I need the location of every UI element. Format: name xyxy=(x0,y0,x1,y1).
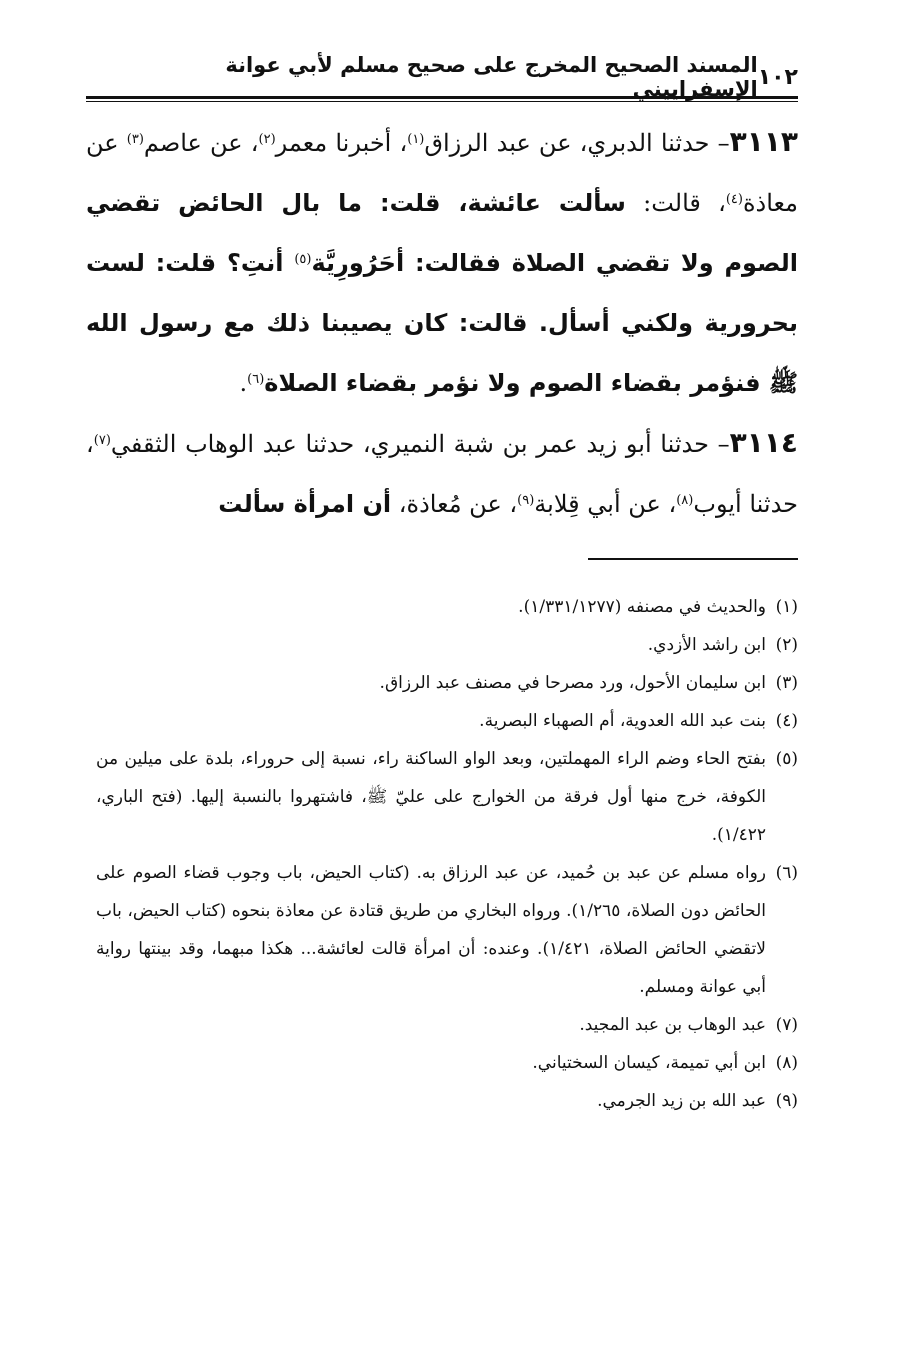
page-number: ١٠٢ xyxy=(757,64,798,90)
footnote xyxy=(96,740,798,854)
hadith-text: ، أخبرنا معمر xyxy=(275,129,408,157)
footnote xyxy=(96,1044,798,1082)
footnote-ref: (٨) xyxy=(676,493,694,508)
footnote-text: والحديث في مصنفه (١/٣٣١/١٢٧٧). xyxy=(518,597,766,617)
footnote-text: بفتح الحاء وضم الراء المهملتين، وبعد الواو الساكنة راء، نسبة إلى حروراء، بلدة على ميلين من الكوفة، خرج منها أول فرقة من الخوارج على عليّ ﷺ، فاشتهروا بالنسبة إليها. (فتح الباري، ١/٤٢٢). xyxy=(96,749,766,845)
footnote-ref: (٢) xyxy=(258,132,276,147)
footnote-number: (٥) xyxy=(775,749,798,769)
hadith-number: ٣١١٣ xyxy=(729,125,799,158)
hadith-text: ، عن مُعاذة، xyxy=(391,490,518,518)
hadith-number: ٣١١٤ xyxy=(729,426,798,459)
hadith-text: ، قالت: xyxy=(625,189,726,217)
footnote-number: (٧) xyxy=(775,1015,798,1035)
hadith-text: ، عن أبي قِلابة xyxy=(534,490,677,518)
footnote xyxy=(96,1006,798,1044)
hadith-text: . xyxy=(239,369,248,397)
footnote xyxy=(96,664,798,702)
footnote xyxy=(96,1082,798,1120)
footnote-ref: (٣) xyxy=(126,132,144,147)
footnote-ref: (٩) xyxy=(517,493,535,508)
footnote-ref: (٥) xyxy=(294,252,312,267)
footnote-text: عبد الله بن زيد الجرمي. xyxy=(597,1091,766,1111)
hadith-matn: أنتِ؟ قلت: لست بحرورية ولكني أسأل. قالت: كان يصيبنا ذلك مع رسول الله ﷺ فنؤمر بقضاء الصوم ولا نؤمر بقضاء الصلاة xyxy=(86,249,798,397)
footnote-number: (٤) xyxy=(775,711,798,731)
footnote xyxy=(96,626,798,664)
footnote xyxy=(96,702,798,740)
hadith-text: – حدثنا الدبري، عن عبد الرزاق xyxy=(424,129,730,157)
footnote-text: ابن راشد الأزدي. xyxy=(647,635,766,655)
footnote-number: (٣) xyxy=(775,673,798,693)
footnote-number: (٩) xyxy=(775,1091,798,1111)
footnotes xyxy=(96,588,798,1120)
hadith-text: عن معاذة xyxy=(86,129,798,217)
footnote-ref: (٤) xyxy=(725,192,743,207)
hadith-text: – حدثنا أبو زيد عمر بن شبة النميري، حدثنا عبد الوهاب الثقفي xyxy=(110,430,730,458)
footnote-text: عبد الوهاب بن عبد المجيد. xyxy=(579,1015,766,1035)
footnote-number: (١) xyxy=(775,597,798,617)
header-rule xyxy=(86,96,798,102)
footnote-text: بنت عبد الله العدوية، أم الصهباء البصرية. xyxy=(479,711,766,731)
footnote xyxy=(96,588,798,626)
hadith-3114 xyxy=(86,413,798,534)
footnote-number: (٨) xyxy=(775,1053,798,1073)
running-title: المسند الصحيح المخرج على صحيح مسلم لأبي عوانة الإسفراييني xyxy=(225,53,758,101)
footnote-ref: (٧) xyxy=(93,433,111,448)
hadith-matn: أن امرأة سألت xyxy=(218,490,392,518)
running-header xyxy=(86,53,798,101)
footnote-text: رواه مسلم عن عبد بن حُميد، عن عبد الرزاق به. (كتاب الحيض، باب وجوب قضاء الصوم على الحائض دون الصلاة، ١/٢٦٥). ورواه البخاري من طريق قتادة عن معاذة بنحوه (كتاب الحيض، باب لاتقضي الحائض الصلاة، ١/٤٢١). وعنده: أن امرأة قالت لعائشة... هكذا مبهما، وقد بينتها رواية أبي عوانة ومسلم. xyxy=(96,863,766,997)
footnote-number: (٢) xyxy=(775,635,798,655)
footnote xyxy=(96,854,798,1006)
hadith-text: ، حدثنا أيوب xyxy=(86,430,798,518)
hadith-matn: سألت عائشة، قلت: ما بال الحائض تقضي الصوم ولا تقضي الصلاة فقالت: أحَرُورِيَّة xyxy=(86,189,798,277)
hadith-text: ، عن عاصم xyxy=(143,129,259,157)
footnote-ref: (٦) xyxy=(247,372,265,387)
footnote-separator xyxy=(588,558,798,560)
footnote-text: ابن أبي تميمة، كيسان السختياني. xyxy=(532,1053,766,1073)
footnote-ref: (١) xyxy=(407,132,425,147)
footnote-text: ابن سليمان الأحول، ورد مصرحا في مصنف عبد الرزاق. xyxy=(379,673,766,693)
footnote-number: (٦) xyxy=(775,863,798,883)
hadith-3113 xyxy=(86,112,798,413)
main-text xyxy=(86,112,798,534)
